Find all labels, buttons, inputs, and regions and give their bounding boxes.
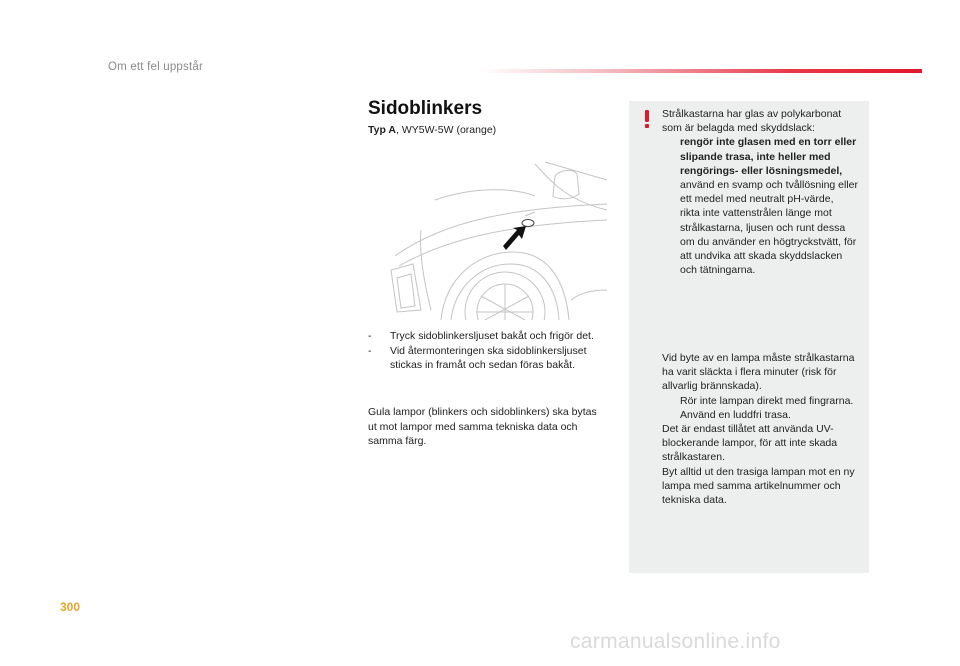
header-title: Om ett fel uppstår [108, 61, 203, 73]
step-text: Vid återmonteringen ska sidoblinkersljuset stickas in framåt och sedan föras bakåt. [390, 344, 587, 371]
list-item [662, 135, 860, 178]
warning-text [662, 107, 860, 277]
list-item [368, 329, 608, 344]
list-item [662, 394, 862, 422]
section-title: Sidoblinkers [368, 98, 483, 119]
note-line: Det är endast tillåtet att använda UV-blockerande lampor, för att inte skada strålkastaren. [662, 423, 838, 464]
note-text [662, 351, 862, 507]
lamp-type-spec: , WY5W-5W (orange) [396, 124, 497, 136]
note-line: Byt alltid ut den trasiga lampan mot en ny lampa med samma artikelnummer och tekniska data. [662, 465, 855, 507]
lamp-type-line [368, 124, 496, 136]
note-intro: Vid byte av en lampa måste strålkastarna ha varit släckta i flera minuter (risk för allvarlig brännskada). [662, 352, 855, 393]
side-indicator-illustration [385, 160, 609, 320]
exclamation-icon [643, 110, 651, 128]
step-dash: - [368, 344, 372, 357]
warning-bullet-text: rengör inte glasen med en torr eller slipande trasa, inte heller med rengörings- eller lösningsmedel, [680, 136, 857, 177]
note-bullet-text: Rör inte lampan direkt med fingrarna. Använd en luddfri trasa. [680, 394, 854, 421]
list-item [368, 344, 608, 373]
warning-intro: Strålkastarna har glas av polykarbonat som är belagda med skyddslack: [662, 108, 842, 135]
watermark: carmanualsonline.info [570, 630, 781, 653]
warning-bullet-text: använd en svamp och tvållösning eller ett medel med neutralt pH-värde, [680, 179, 859, 206]
warning-bullet-text: rikta inte vattenstrålen länge mot strålkastarna, ljusen och runt dessa om du använder en högtryckstvätt, för att undvika att skada skyddslacken och tätningarna. [680, 207, 857, 277]
page-number: 300 [60, 600, 81, 614]
bulb-paragraph: Gula lampor (blinkers och sidoblinkers) ska bytas ut mot lampor med samma tekniska data och samma färg. [368, 406, 597, 447]
header-accent-bar [480, 69, 922, 73]
list-item [662, 206, 860, 277]
list-item [662, 178, 860, 206]
steps-list [368, 329, 608, 373]
step-dash: - [368, 330, 372, 342]
step-text: Tryck sidoblinkersljuset bakåt och frigör det. [390, 330, 594, 342]
lamp-type-label: Typ A [368, 124, 396, 136]
